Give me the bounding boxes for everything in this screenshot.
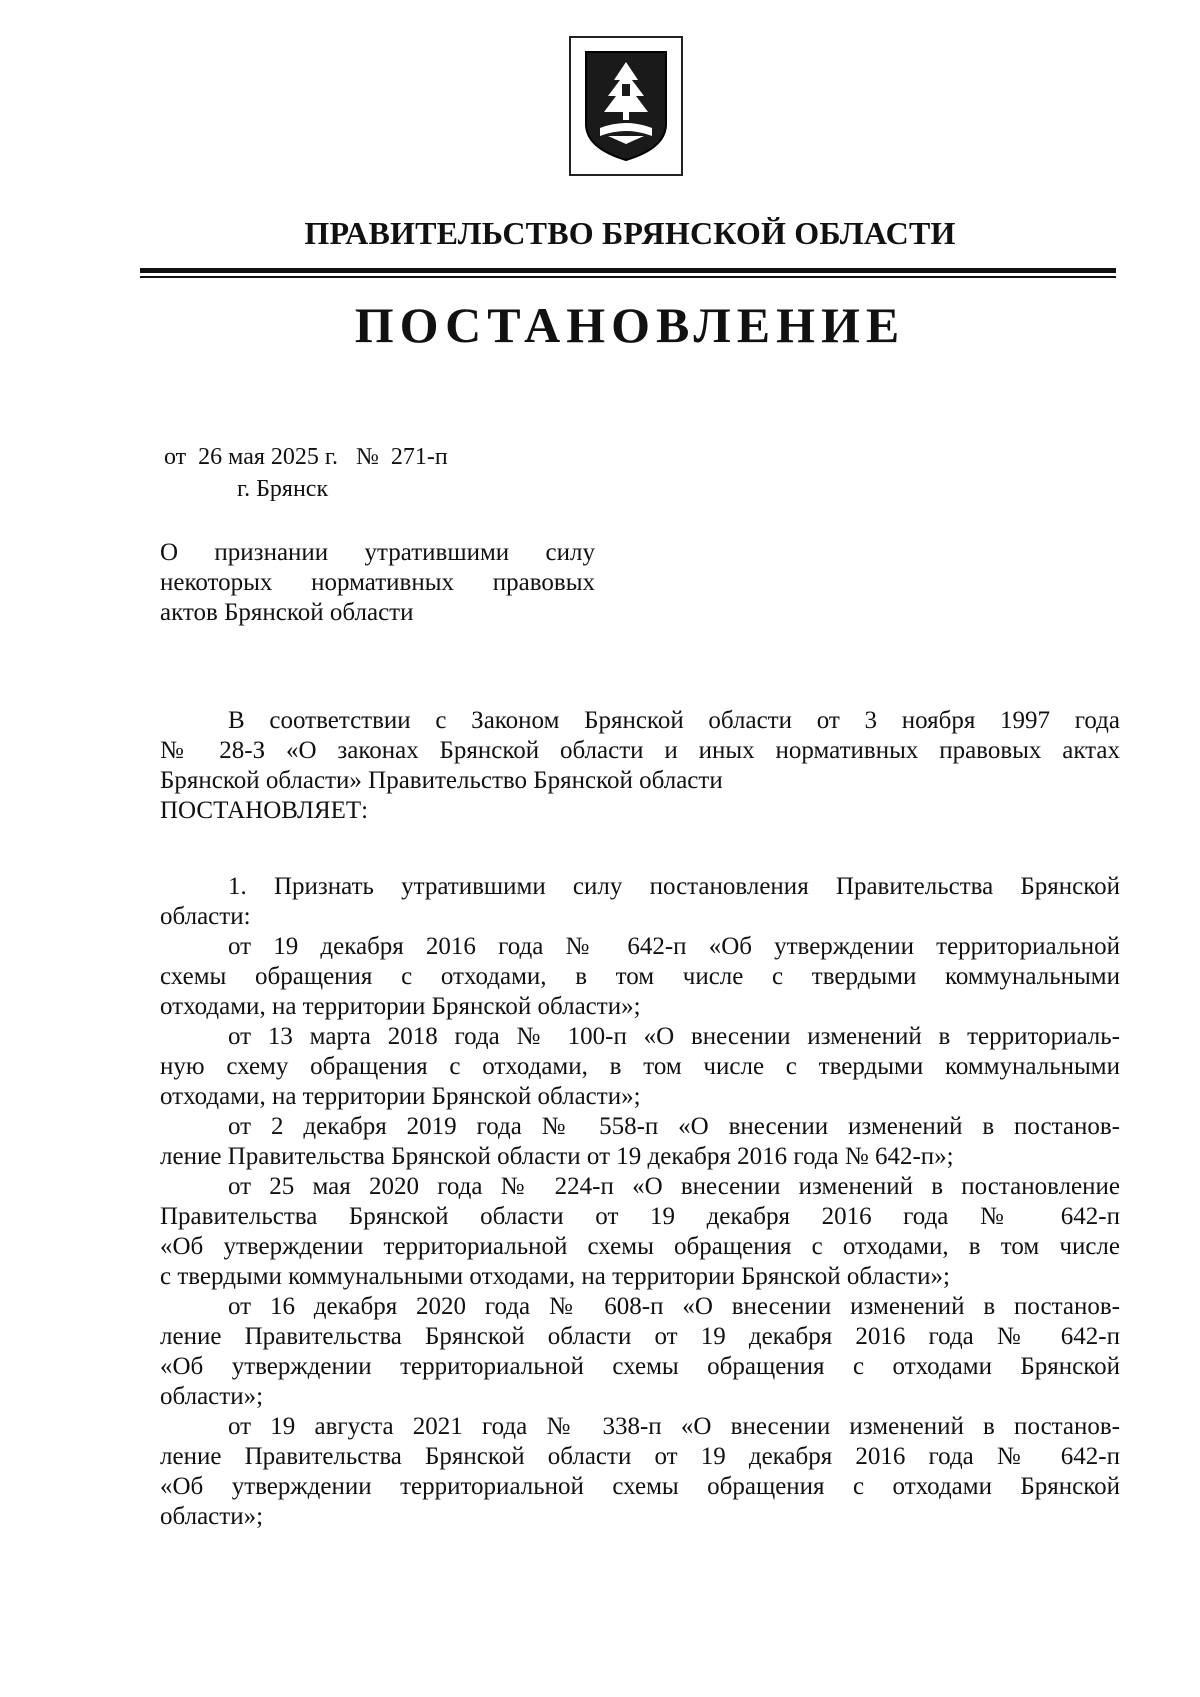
body-line: схемы обращения с отходами, в том числе с твердыми коммунальными	[160, 963, 1120, 990]
body-line: ление Правительства Брянской области от 19 декабря 2016 года № 642-п	[160, 1323, 1120, 1350]
date-number-line: от 26 мая 2025 г. № 271-п	[164, 444, 448, 470]
body-line: от 19 августа 2021 года № 338-п «О внесении изменений в постанов-	[228, 1413, 1120, 1440]
city: г. Брянск	[237, 476, 329, 502]
preamble-line: В соответствии с Законом Брянской области от 3 ноября 1997 года	[228, 707, 1120, 734]
preamble	[160, 706, 1120, 826]
document-subject	[160, 538, 595, 628]
subject-line: О признании утратившими силу	[160, 539, 595, 566]
body-line: от 13 марта 2018 года № 100-п «О внесении изменений в территориаль-	[228, 1023, 1120, 1050]
preamble-line: Брянской области» Правительство Брянской области	[160, 767, 723, 794]
coat-of-arms	[569, 36, 683, 176]
body-line: области:	[160, 903, 251, 930]
body-line: «Об утверждении территориальной схемы обращения с отходами Брянской	[160, 1353, 1120, 1380]
bryansk-emblem-icon	[582, 48, 670, 164]
body-line: области»;	[160, 1503, 264, 1530]
body-line: области»;	[160, 1383, 264, 1410]
body-line: ление Правительства Брянской области от 19 декабря 2016 года № 642-п»;	[160, 1143, 954, 1170]
operative-part	[160, 872, 1120, 1532]
body-line: ную схему обращения с отходами, в том числе с твердыми коммунальными	[160, 1053, 1120, 1080]
body-line: ление Правительства Брянской области от 19 декабря 2016 года № 642-п	[160, 1443, 1120, 1470]
body-line: от 2 декабря 2019 года № 558-п «О внесении изменений в постанов-	[228, 1113, 1120, 1140]
subject-line: актов Брянской области	[160, 599, 414, 626]
body-line: Правительства Брянской области от 19 декабря 2016 года № 642-п	[160, 1203, 1120, 1230]
body-line: «Об утверждении территориальной схемы обращения с отходами, в том числе	[160, 1233, 1120, 1260]
body-line: отходами, на территории Брянской области»;	[160, 1083, 641, 1110]
header-rule-thin	[140, 276, 1116, 278]
preamble-line: № 28-З «О законах Брянской области и иных нормативных правовых актах	[160, 737, 1120, 764]
body-line: «Об утверждении территориальной схемы обращения с отходами Брянской	[160, 1473, 1120, 1500]
issuing-authority: ПРАВИТЕЛЬСТВО БРЯНСКОЙ ОБЛАСТИ	[304, 215, 956, 251]
header-rule-thick	[140, 268, 1116, 273]
preamble-line: ПОСТАНОВЛЯЕТ:	[160, 797, 369, 824]
document-type: ПОСТАНОВЛЕНИЕ	[354, 297, 906, 353]
body-line: 1. Признать утратившими силу постановления Правительства Брянской	[228, 873, 1120, 900]
body-line: от 16 декабря 2020 года № 608-п «О внесении изменений в постанов-	[228, 1293, 1120, 1320]
subject-line: некоторых нормативных правовых	[160, 569, 595, 596]
body-line: от 25 мая 2020 года № 224-п «О внесении изменений в постановление	[228, 1173, 1120, 1200]
body-line: от 19 декабря 2016 года № 642-п «Об утверждении территориальной	[228, 933, 1120, 960]
body-line: с твердыми коммунальными отходами, на территории Брянской области»;	[160, 1263, 950, 1290]
body-line: отходами, на территории Брянской области»;	[160, 993, 641, 1020]
